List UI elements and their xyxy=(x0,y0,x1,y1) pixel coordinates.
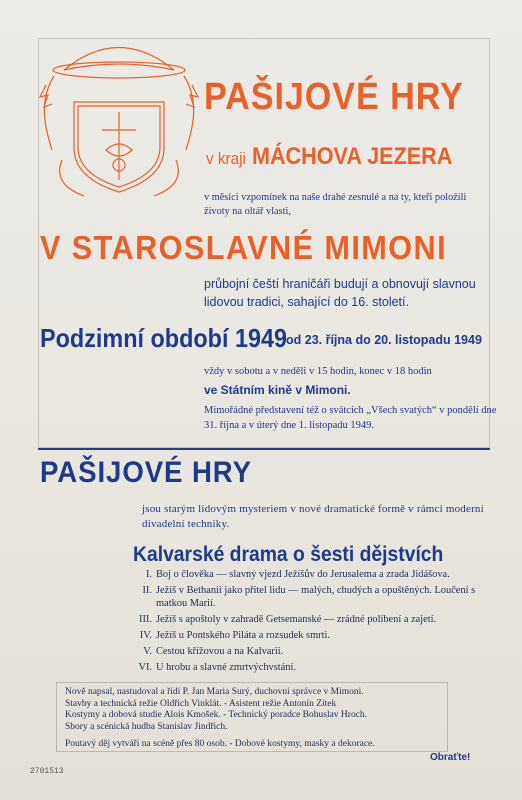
act-text: Ježíš v Bethanii jako přítel lidu — malých, chudých a opuštěných. Loučení s matkou Marií. xyxy=(156,585,476,609)
act-text: U hrobu a slavné zmrtvýchvstání. xyxy=(156,662,296,673)
act-number: VI. xyxy=(138,662,152,673)
title-main: PAŠIJOVÉ HRY xyxy=(204,76,464,118)
description-text: jsou starým lidovým mysteriem v nové dramatické formě v rámci moderní divadelní techniky. xyxy=(142,503,484,530)
extra-show-text: Mimořádné představení též o svátcích „Všech svatých“ v pondělí dne 31. října a v úterý dne 1. listopadu 1949. xyxy=(204,405,497,431)
coat-of-arms-icon xyxy=(34,30,204,205)
season-dates: od 23. října do 20. listopadu 1949 xyxy=(286,333,482,347)
list-item xyxy=(133,613,503,626)
credit-line: Nově napsal, nastudoval a řídí P. Jan Maria Surý, duchovní správce v Mimoni. xyxy=(65,687,364,697)
acts-list xyxy=(133,568,503,677)
list-item xyxy=(133,568,503,581)
print-code: 2701513 xyxy=(30,767,64,776)
section-title: PAŠIJOVÉ HRY xyxy=(40,456,252,489)
act-number: V. xyxy=(143,646,152,657)
credits-box xyxy=(56,682,448,752)
credit-line: Stavby a technická režie Oldřich Vinklát. - Asistent režie Antonín Zítek xyxy=(65,698,337,709)
act-text: Ježíš u Pontského Piláta a rozsudek smrti. xyxy=(156,630,331,641)
list-item xyxy=(133,645,503,658)
act-number: IV. xyxy=(139,630,152,641)
place-heading: V STAROSLAVNÉ MIMONI xyxy=(40,229,447,266)
season-heading: Podzimní období 1949 xyxy=(40,323,288,353)
schedule-text: vždy v sobotu a v neděli v 15 hodin, konec v 18 hodin xyxy=(204,366,432,377)
revival-text: průbojní čeští hraničáři budují a obnovují slavnou lidovou tradici, sahající do 16. století. xyxy=(204,277,476,309)
subtitle xyxy=(206,143,452,171)
act-text: Boj o člověka — slavný vjezd Ježíšův do Jerusalema a zrada Jidášova. xyxy=(156,569,450,580)
intro-text: v měsíci vzpomínek na naše drahé zesnulé a na ty, kteří položili životy na oltář vlasti, xyxy=(204,192,467,217)
turn-over-note: Obraťte! xyxy=(430,752,471,763)
venue-text: ve Státním kině v Mimoni. xyxy=(204,383,351,397)
subtitle-prefix: v kraji xyxy=(206,149,246,168)
credit-line: Sbory a scénická hudba Stanislav Jindřich. xyxy=(65,721,228,732)
subtitle-lake: MÁCHOVA JEZERA xyxy=(251,143,453,170)
act-number: III. xyxy=(139,614,152,625)
list-item xyxy=(133,661,503,674)
drama-title: Kalvarské drama o šesti dějstvích xyxy=(133,543,444,566)
list-item xyxy=(133,629,503,642)
act-number: I. xyxy=(145,569,152,580)
credit-line: Kostymy a dobová studie Alois Kmošek. - Technický poradce Bohuslav Hroch. xyxy=(65,710,368,720)
list-item xyxy=(133,584,503,610)
divider xyxy=(38,448,490,450)
act-number: II. xyxy=(142,585,152,596)
credit-line-last: Poutavý děj vytváří na scéně přes 80 osob. - Dobové kostymy, masky a dekorace. xyxy=(65,739,375,749)
act-text: Ježíš s apoštoly v zahradě Getsemanské — zrádné políbení a zajetí. xyxy=(156,614,437,625)
act-text: Cestou křížovou a na Kalvarii. xyxy=(156,646,284,657)
